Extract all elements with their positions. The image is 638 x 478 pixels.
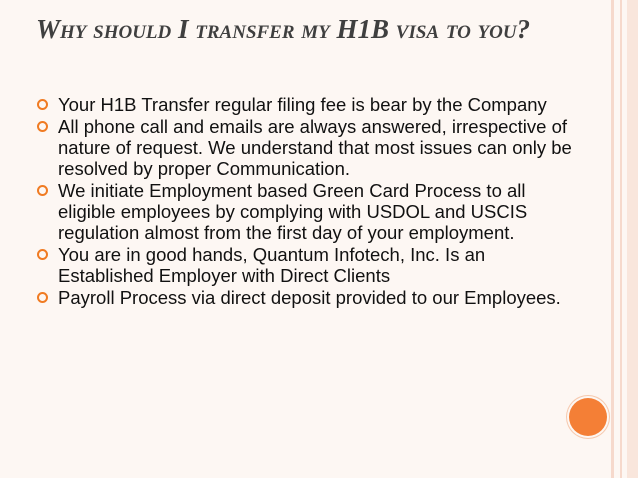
bullet-item xyxy=(36,94,576,115)
bullet-item xyxy=(36,180,576,243)
bullet-item xyxy=(36,244,576,286)
bullet-circle-icon xyxy=(37,185,48,196)
bullet-circle-icon xyxy=(37,121,48,132)
bullet-list xyxy=(36,94,576,309)
decorative-stripe xyxy=(627,0,638,478)
bullet-text: Your H1B Transfer regular filing fee is bear by the Company xyxy=(58,94,547,115)
bullet-text: Payroll Process via direct deposit provided to our Employees. xyxy=(58,287,561,308)
bullet-text: All phone call and emails are always answered, irrespective of nature of request. We understand that most issues can only be resolved by proper Communication. xyxy=(58,116,572,179)
decorative-stripe xyxy=(611,0,614,478)
bullet-text: We initiate Employment based Green Card Process to all eligible employees by complying with USDOL and USCIS regulation almost from the first day of your employment. xyxy=(58,180,528,243)
bullet-circle-icon xyxy=(37,99,48,110)
bullet-item xyxy=(36,116,576,179)
bullet-text: You are in good hands, Quantum Infotech, Inc. Is an Established Employer with Direct Clients xyxy=(58,244,486,286)
bullet-circle-icon xyxy=(37,292,48,303)
bullet-item xyxy=(36,287,576,308)
decorative-circle-icon xyxy=(569,398,607,436)
decorative-stripe xyxy=(620,0,622,478)
slide-title: Why should I transfer my H1B visa to you? xyxy=(36,14,531,44)
bullet-circle-icon xyxy=(37,249,48,260)
